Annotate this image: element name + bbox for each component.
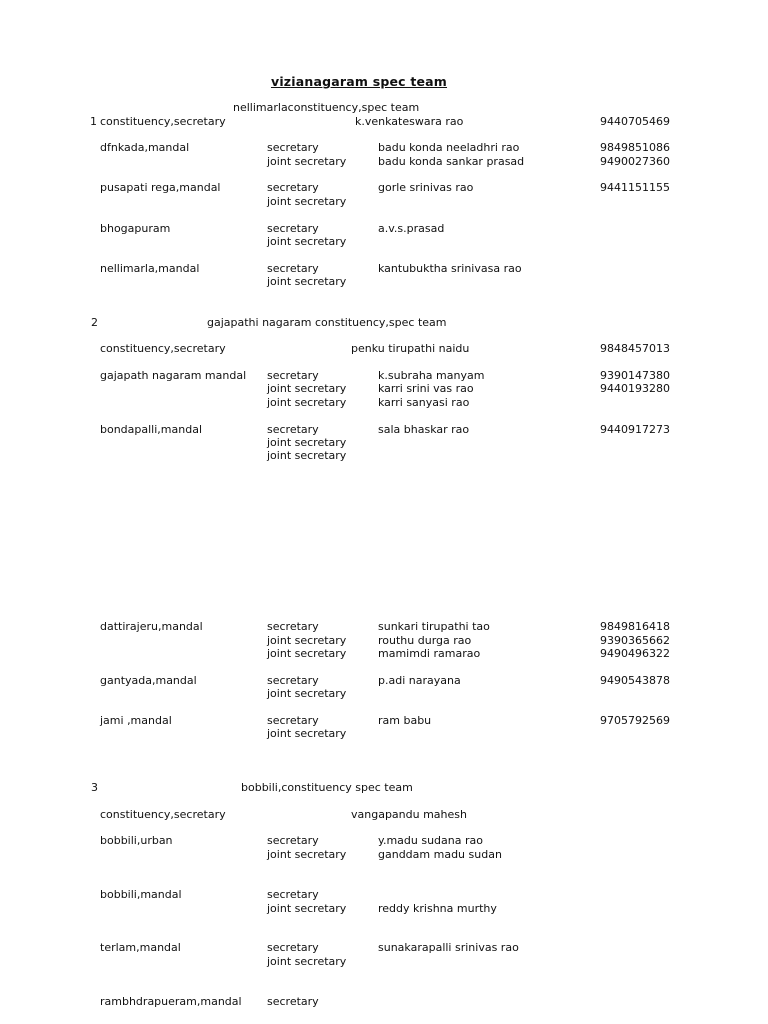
role-label: joint secretary: [267, 195, 347, 208]
mandal-name: bobbili,urban: [100, 834, 173, 847]
mandal-name: bondapalli,mandal: [100, 423, 203, 436]
member-name: badu konda neeladhri rao: [378, 141, 520, 154]
section1-constituency-phone: 9440705469: [600, 115, 670, 128]
member-name: sunakarapalli srinivas rao: [378, 941, 519, 954]
role-label: secretary: [267, 222, 319, 235]
section1-constituency-name: k.venkateswara rao: [355, 115, 464, 128]
phone-number: 9390147380: [600, 369, 670, 382]
section2-constituency-name: penku tirupathi naidu: [351, 342, 470, 355]
section3-constituency-name: vangapandu mahesh: [351, 808, 467, 821]
member-name: gorle srinivas rao: [378, 181, 474, 194]
mandal-name: terlam,mandal: [100, 941, 181, 954]
role-label: joint secretary: [267, 155, 347, 168]
role-label: joint secretary: [267, 396, 347, 409]
phone-number: 9440917273: [600, 423, 670, 436]
role-label: joint secretary: [267, 687, 347, 700]
section3-heading: bobbili,constituency spec team: [241, 781, 413, 794]
member-name: sala bhaskar rao: [378, 423, 470, 436]
member-name: mamimdi ramarao: [378, 647, 481, 660]
role-label: joint secretary: [267, 436, 347, 449]
member-name: p.adi narayana: [378, 674, 461, 687]
role-label: joint secretary: [267, 902, 347, 915]
role-label: secretary: [267, 995, 319, 1008]
role-label: joint secretary: [267, 727, 347, 740]
role-label: secretary: [267, 941, 319, 954]
role-label: secretary: [267, 262, 319, 275]
role-label: secretary: [267, 674, 319, 687]
member-name: sunkari tirupathi tao: [378, 620, 490, 633]
section3-constituency-label: constituency,secretary: [100, 808, 226, 821]
phone-number: 9490496322: [600, 647, 670, 660]
document-title: vizianagaram spec team: [270, 74, 448, 89]
phone-number: 9849816418: [600, 620, 670, 633]
member-name: reddy krishna murthy: [378, 902, 497, 915]
role-label: secretary: [267, 141, 319, 154]
section2-heading: gajapathi nagaram constituency,spec team: [207, 316, 447, 329]
section2-constituency-label: constituency,secretary: [100, 342, 226, 355]
mandal-name: gajapath nagaram mandal: [100, 369, 247, 382]
section2-number: 2: [91, 316, 98, 329]
section3-number: 3: [91, 781, 98, 794]
role-label: joint secretary: [267, 449, 347, 462]
member-name: karri sanyasi rao: [378, 396, 470, 409]
mandal-name: jami ,mandal: [100, 714, 172, 727]
mandal-name: dattirajeru,mandal: [100, 620, 203, 633]
section2-constituency-phone: 9848457013: [600, 342, 670, 355]
role-label: joint secretary: [267, 647, 347, 660]
role-label: joint secretary: [267, 634, 347, 647]
phone-number: 9490543878: [600, 674, 670, 687]
phone-number: 9390365662: [600, 634, 670, 647]
member-name: ganddam madu sudan: [378, 848, 502, 861]
mandal-name: gantyada,mandal: [100, 674, 197, 687]
member-name: k.subraha manyam: [378, 369, 485, 382]
section1-number: 1: [90, 115, 97, 128]
mandal-name: nellimarla,mandal: [100, 262, 200, 275]
member-name: a.v.s.prasad: [378, 222, 445, 235]
phone-number: 9705792569: [600, 714, 670, 727]
member-name: y.madu sudana rao: [378, 834, 483, 847]
role-label: joint secretary: [267, 235, 347, 248]
member-name: badu konda sankar prasad: [378, 155, 525, 168]
role-label: joint secretary: [267, 848, 347, 861]
role-label: secretary: [267, 620, 319, 633]
phone-number: 9441151155: [600, 181, 670, 194]
role-label: secretary: [267, 834, 319, 847]
phone-number: 9849851086: [600, 141, 670, 154]
mandal-name: rambhdrapueram,mandal: [100, 995, 242, 1008]
mandal-name: bobbili,mandal: [100, 888, 182, 901]
role-label: joint secretary: [267, 275, 347, 288]
phone-number: 9440193280: [600, 382, 670, 395]
role-label: joint secretary: [267, 382, 347, 395]
member-name: routhu durga rao: [378, 634, 472, 647]
phone-number: 9490027360: [600, 155, 670, 168]
member-name: karri srini vas rao: [378, 382, 474, 395]
section1-constituency-label: constituency,secretary: [100, 115, 226, 128]
mandal-name: bhogapuram: [100, 222, 171, 235]
member-name: kantubuktha srinivasa rao: [378, 262, 522, 275]
role-label: secretary: [267, 714, 319, 727]
mandal-name: dfnkada,mandal: [100, 141, 190, 154]
mandal-name: pusapati rega,mandal: [100, 181, 221, 194]
role-label: secretary: [267, 369, 319, 382]
section1-heading: nellimarlaconstituency,spec team: [233, 101, 420, 114]
role-label: secretary: [267, 423, 319, 436]
role-label: secretary: [267, 888, 319, 901]
member-name: ram babu: [378, 714, 432, 727]
role-label: secretary: [267, 181, 319, 194]
role-label: joint secretary: [267, 955, 347, 968]
